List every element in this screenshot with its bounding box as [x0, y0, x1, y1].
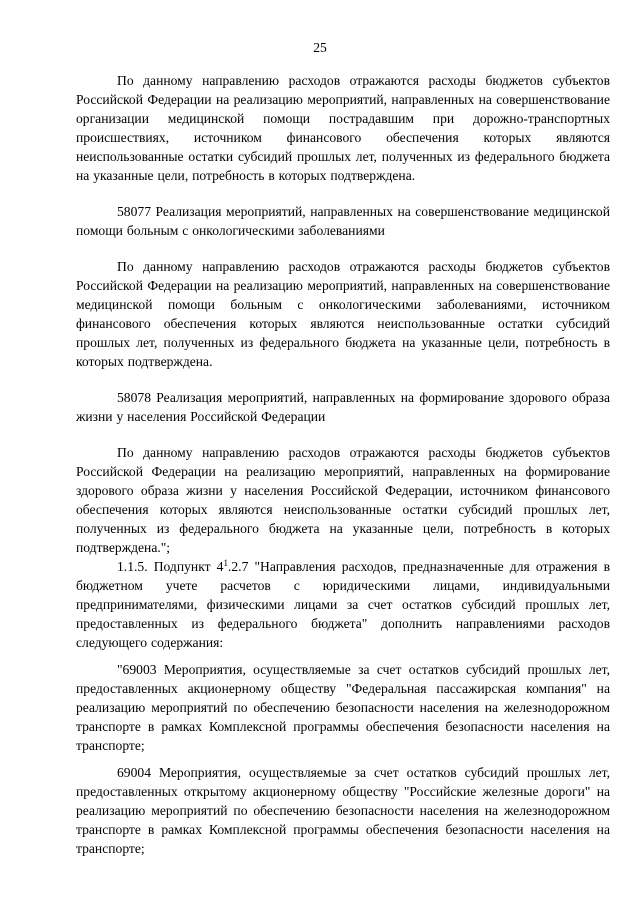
paragraph-69003: "69003 Мероприятия, осуществляемые за счет остатков субсидий прошлых лет, предоставленных акционерному обществу "Федеральная пассажирская компания" на реализацию мероприятий по обеспечению безопасности населения на железнодорожном транспорте в рамках Комплексной программы обеспечения безопасности населения на транспорте; [76, 662, 610, 753]
paragraph-expenses-oncology: По данному направлению расходов отражаются расходы бюджетов субъектов Российской Федерации на реализацию мероприятий, направленных на совершенствование медицинской помощи больным с онкологическими заболеваниями, источником финансового обеспечения которых являются неиспользованные остатки субсидий прошлых лет, полученных из федерального бюджета на указанные цели, потребность в которых подтверждена. [76, 259, 610, 369]
paragraph-69004: 69004 Мероприятия, осуществляемые за счет остатков субсидий прошлых лет, предоставленных открытому акционерному обществу "Российские железные дороги" на реализацию мероприятий по обеспечению безопасности населения на железнодорожном транспорте в рамках Комплексной программы обеспечения безопасности населения на транспорте; [76, 765, 610, 856]
paragraph-expenses-healthy-lifestyle: По данному направлению расходов отражаются расходы бюджетов субъектов Российской Федерации на реализацию мероприятий, направленных на формирование здорового образа жизни у населения Российской Федерации, источником финансового обеспечения которых являются неиспользованные остатки субсидий прошлых лет, полученных из федерального бюджета на указанные цели, потребность в которых подтверждена."; [76, 445, 610, 555]
subclause-prefix: 1.1.5. Подпункт 4 [117, 559, 224, 574]
subclause-superscript: 1 [223, 558, 228, 568]
subclause-suffix: .2.7 "Направления расходов, предназначенные для отражения в бюджетном учете расчетов с юридическими лицами, индивидуальными предпринимателями, физическими лицами за счет остатков субсидий прошлых лет, предоставленных из федерального бюджета" дополнить направлениями расходов следующего содержания: [76, 559, 610, 650]
paragraph-subclause-1-1-5 [76, 557, 610, 652]
paragraph-expenses-road-accidents: По данному направлению расходов отражаются расходы бюджетов субъектов Российской Федерации на реализацию мероприятий, направленных на совершенствование организации медицинской помощи пострадавшим при дорожно-транспортных происшествиях, источником финансового обеспечения которых являются неиспользованные остатки субсидий прошлых лет, полученных из федерального бюджета на указанные цели, потребность в которых подтверждена. [76, 73, 610, 183]
document-body [76, 71, 610, 858]
heading-58078: 58078 Реализация мероприятий, направленных на формирование здорового образа жизни у населения Российской Федерации [76, 390, 610, 424]
page-number: 25 [313, 40, 327, 55]
heading-58077: 58077 Реализация мероприятий, направленных на совершенствование медицинской помощи больным с онкологическими заболеваниями [76, 204, 610, 238]
